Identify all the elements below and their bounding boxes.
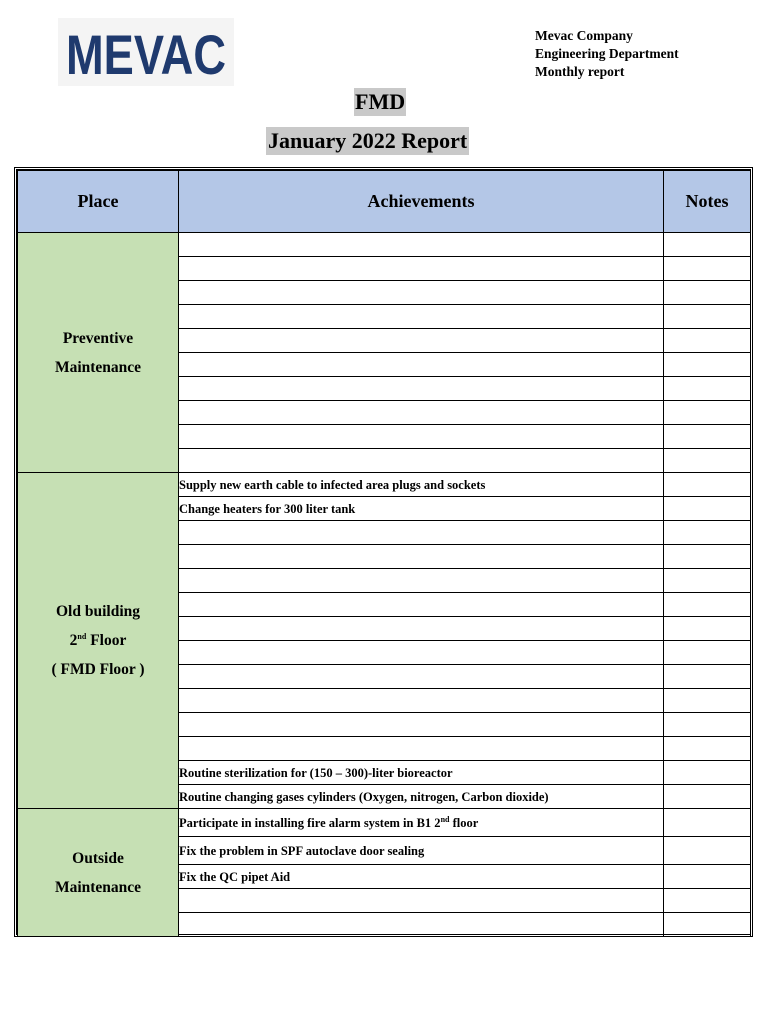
achievement-cell	[179, 569, 664, 593]
achievement-cell: Fix the problem in SPF autoclave door sealing	[179, 837, 664, 865]
report-table	[17, 170, 751, 937]
notes-cell	[664, 497, 751, 521]
achievement-cell	[179, 617, 664, 641]
notes-cell	[664, 353, 751, 377]
table-row	[18, 809, 751, 837]
notes-cell	[664, 593, 751, 617]
notes-cell	[664, 837, 751, 865]
achievement-cell	[179, 329, 664, 353]
achievement-cell	[179, 449, 664, 473]
notes-cell	[664, 401, 751, 425]
place-preventive-maintenance: Preventive Maintenance	[18, 233, 179, 473]
notes-cell	[664, 865, 751, 889]
achievement-cell	[179, 689, 664, 713]
achievement-cell	[179, 377, 664, 401]
report-period-title: January 2022 Report	[268, 128, 468, 153]
notes-cell	[664, 889, 751, 913]
report-type: Monthly report	[535, 64, 625, 79]
achievement-cell	[179, 281, 664, 305]
achievement-cell	[179, 593, 664, 617]
notes-cell	[664, 713, 751, 737]
achievement-cell	[179, 401, 664, 425]
notes-cell	[664, 521, 751, 545]
column-header-place: Place	[18, 171, 179, 233]
achievement-cell	[179, 665, 664, 689]
achievement-cell	[179, 257, 664, 281]
document-title: FMD	[355, 89, 406, 114]
notes-cell	[664, 689, 751, 713]
achievement-cell: Fix the QC pipet Aid	[179, 865, 664, 889]
company-info	[535, 27, 679, 81]
department-name: Engineering Department	[535, 46, 679, 61]
notes-cell	[664, 913, 751, 937]
achievement-cell: Routine sterilization for (150 – 300)-liter bioreactor	[179, 761, 664, 785]
notes-cell	[664, 641, 751, 665]
logo-text: MEVAC	[66, 23, 226, 86]
table-row	[18, 233, 751, 257]
achievement-cell	[179, 641, 664, 665]
achievement-cell: Routine changing gases cylinders (Oxygen, nitrogen, Carbon dioxide)	[179, 785, 664, 809]
notes-cell	[664, 665, 751, 689]
achievement-cell	[179, 737, 664, 761]
notes-cell	[664, 785, 751, 809]
achievement-cell	[179, 521, 664, 545]
place-outside-maintenance: Outside Maintenance	[18, 809, 179, 937]
notes-cell	[664, 569, 751, 593]
achievement-cell: Change heaters for 300 liter tank	[179, 497, 664, 521]
achievement-cell: Supply new earth cable to infected area plugs and sockets	[179, 473, 664, 497]
achievement-cell	[179, 233, 664, 257]
mevac-logo	[58, 18, 234, 86]
notes-cell	[664, 425, 751, 449]
achievement-cell	[179, 353, 664, 377]
achievement-cell	[179, 913, 664, 937]
notes-cell	[664, 377, 751, 401]
notes-cell	[664, 473, 751, 497]
achievement-cell	[179, 305, 664, 329]
achievement-cell	[179, 545, 664, 569]
notes-cell	[664, 449, 751, 473]
notes-cell	[664, 617, 751, 641]
achievement-cell	[179, 713, 664, 737]
notes-cell	[664, 809, 751, 837]
notes-cell	[664, 737, 751, 761]
notes-cell	[664, 281, 751, 305]
notes-cell	[664, 545, 751, 569]
notes-cell	[664, 233, 751, 257]
company-name: Mevac Company	[535, 28, 633, 43]
notes-cell	[664, 761, 751, 785]
place-old-building: Old building 2nd Floor ( FMD Floor )	[18, 473, 179, 809]
notes-cell	[664, 329, 751, 353]
notes-cell	[664, 305, 751, 329]
column-header-achievements: Achievements	[179, 171, 664, 233]
column-header-notes: Notes	[664, 171, 751, 233]
table-row	[18, 473, 751, 497]
achievement-cell	[179, 889, 664, 913]
achievement-cell	[179, 425, 664, 449]
achievement-cell: Participate in installing fire alarm system in B1 2nd floor	[179, 809, 664, 837]
notes-cell	[664, 257, 751, 281]
